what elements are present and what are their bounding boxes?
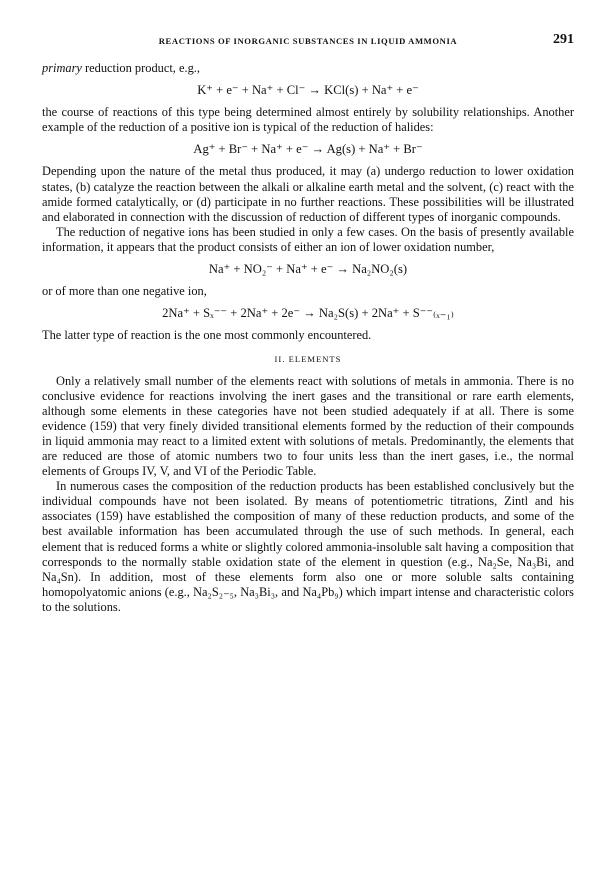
paragraph-8: In numerous cases the composition of the reduction products has been established conclusively but the individual compounds have not been isolated. By means of potentiometric titrations, Zintl and his associates (159) have established the composition of many of these reduction products, and some of the best available information has been accumulated through the use of such methods. In general, each element that is reduced forms a white or slightly colored ammonia-insoluble salt having a composition that corresponds to the normally stable oxidation state of the element in question (e.g., Na₂Se, Na₃Bi, and Na₄Sn). In addition, most of these elements form also one or more soluble salts containing homopolyatomic anions (e.g., Na₂S₂₋₅, Na₃Bi₃, and Na₄Pb₉) which impart intense and characteristic colors to the solutions. [42, 479, 574, 614]
paragraph-6: The latter type of reaction is the one most commonly encountered. [42, 328, 372, 343]
paragraph-5: or of more than one negative ion, [42, 284, 207, 299]
page [42, 34, 574, 615]
paragraph-1-text: reduction product, e.g., [81, 61, 200, 75]
emphasis-primary: primary [42, 61, 82, 75]
paragraph-7: Only a relatively small number of the elements react with solutions of metals in ammonia. There is no conclusive evidence for reactions involving the inert gases and the transitional or rare earth elements, although some elements in these categories have not been studied adequately if at all. There is some evidence (159) that very finely divided transitional elements formed by the reduction of their compounds in liquid ammonia may react to a limited extent with solutions of metals. Predominantly, the elements that are reduced are those of atomic numbers two to four units less than the inert gases, i.e., the normal elements of Groups IV, V, and VI of the Periodic Table. [42, 373, 574, 479]
paragraph-4: The reduction of negative ions has been studied in only a few cases. On the basis of presently available information, it appears that the product consists of either an ion of lower oxidation number, [42, 224, 574, 254]
equation-2: Ag⁺ + Br⁻ + Na⁺ + e⁻ → Ag(s) + Na⁺ + Br⁻ [193, 142, 423, 157]
paragraph-1 [42, 61, 574, 76]
running-header [42, 34, 574, 54]
section-heading: II. ELEMENTS [274, 354, 342, 365]
equation-4: 2Na⁺ + Sₓ⁻⁻ + 2Na⁺ + 2e⁻ → Na₂S(s) + 2Na⁺ + S⁻⁻₍ₓ₋₁₎ [162, 306, 454, 321]
equation-1: K⁺ + e⁻ + Na⁺ + Cl⁻ → KCl(s) + Na⁺ + e⁻ [197, 83, 419, 98]
paragraph-3: Depending upon the nature of the metal thus produced, it may (a) undergo reduction to lower oxidation states, (b) catalyze the reaction between the alkali or alkaline earth metal and the solvent, (c) react with the amide formed catalytically, or (d) participate in no further reactions. These possibilities will be illustrated and elaborated in connection with the discussion of reduction of different types of inorganic compounds. [42, 164, 574, 224]
paragraph-2: the course of reactions of this type being determined almost entirely by solubility relationships. Another example of the reduction of a positive ion is typical of the reduction of halides: [42, 105, 574, 135]
page-number: 291 [553, 32, 574, 47]
running-title: REACTIONS OF INORGANIC SUBSTANCES IN LIQUID AMMONIA [158, 36, 458, 46]
equation-3: Na⁺ + NO₂⁻ + Na⁺ + e⁻ → Na₂NO₂(s) [208, 262, 408, 277]
